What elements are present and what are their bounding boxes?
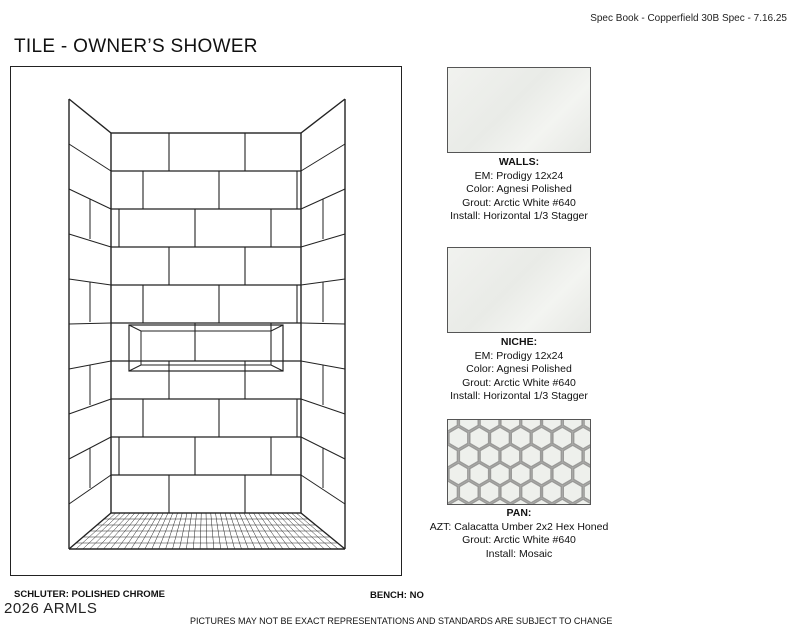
walls-spec-line: Install: Horizontal 1/3 Stagger: [450, 210, 588, 222]
niche-bevel: [271, 365, 283, 371]
hex-tile: [563, 481, 582, 503]
disclaimer: PICTURES MAY NOT BE EXACT REPRESENTATIONS AND STANDARDS ARE SUBJECT TO CHANGE: [190, 616, 613, 626]
shower-elevation-drawing: [10, 66, 402, 576]
hex-tile: [511, 463, 530, 485]
hex-tile: [553, 463, 572, 485]
hex-tile: [553, 427, 572, 449]
hex-tile: [522, 481, 541, 503]
niche-tile-swatch: [447, 247, 591, 333]
pan-spec: [409, 507, 629, 561]
hex-tile: [522, 445, 541, 467]
hex-tile: [542, 481, 561, 503]
niche-spec-line: EM: Prodigy 12x24: [474, 349, 564, 362]
walls-spec-line: EM: Prodigy 12x24: [474, 169, 564, 182]
niche-inner: [141, 331, 271, 365]
hex-tile: [480, 445, 499, 467]
hex-tile: [490, 427, 509, 449]
hex-tile: [542, 445, 561, 467]
hex-tile: [563, 445, 582, 467]
ceiling-left-diagonal: [69, 99, 111, 133]
hex-tile: [449, 463, 468, 485]
hex-tile: [459, 481, 478, 503]
hex-mosaic-pattern: [448, 420, 591, 505]
niche-bevel: [271, 325, 283, 331]
hex-tile: [574, 427, 591, 449]
spec-book-reference: Spec Book - Copperfield 30B Spec - 7.16.25: [590, 13, 787, 24]
copyright-watermark: 2026 ARMLS: [4, 600, 98, 617]
page-title: TILE - OWNER’S SHOWER: [14, 36, 258, 57]
walls-tile-swatch: [447, 67, 591, 153]
niche-bevel: [129, 365, 141, 371]
hex-tile: [490, 463, 509, 485]
niche-spec: [409, 336, 629, 404]
hex-tile: [470, 463, 489, 485]
pan-heading: PAN:: [506, 507, 532, 519]
hex-tile: [449, 427, 468, 449]
hex-tile: [574, 463, 591, 485]
pan-spec-line: AZT: Calacatta Umber 2x2 Hex Honed: [429, 520, 609, 533]
right-wall-course: [301, 323, 345, 324]
pan-spec-line: Install: Mosaic: [485, 547, 553, 560]
walls-heading: WALLS:: [498, 156, 540, 168]
hex-tile: [532, 463, 551, 485]
left-wall-course: [69, 144, 111, 171]
hex-tile: [501, 445, 520, 467]
hex-tile: [459, 445, 478, 467]
hex-tile: [532, 427, 551, 449]
niche-spec-line: Grout: Arctic White #640: [462, 376, 576, 389]
hex-tile: [511, 427, 530, 449]
niche-spec-line: Color: Agnesi Polished: [466, 363, 572, 375]
hex-tile: [480, 481, 499, 503]
niche-spec-line: Install: Horizontal 1/3 Stagger: [450, 390, 588, 402]
walls-spec-line: Color: Agnesi Polished: [466, 183, 572, 195]
schluter-note: SCHLUTER: POLISHED CHROME: [14, 589, 165, 600]
shower-line-drawing: [11, 67, 403, 577]
pan-hex-mosaic-swatch: [447, 419, 591, 505]
walls-spec-line: Grout: Arctic White #640: [462, 196, 576, 209]
hex-tile: [501, 481, 520, 503]
niche-heading: NICHE:: [500, 336, 538, 348]
ceiling-right-diagonal: [301, 99, 345, 133]
hex-tile: [470, 427, 489, 449]
left-wall-course: [69, 323, 111, 324]
right-wall-course: [301, 144, 345, 171]
bench-note: BENCH: NO: [370, 590, 424, 601]
niche-outline: [129, 325, 283, 371]
walls-spec: [409, 156, 629, 224]
pan-spec-line: Grout: Arctic White #640: [462, 534, 576, 546]
niche-bevel: [129, 325, 141, 331]
